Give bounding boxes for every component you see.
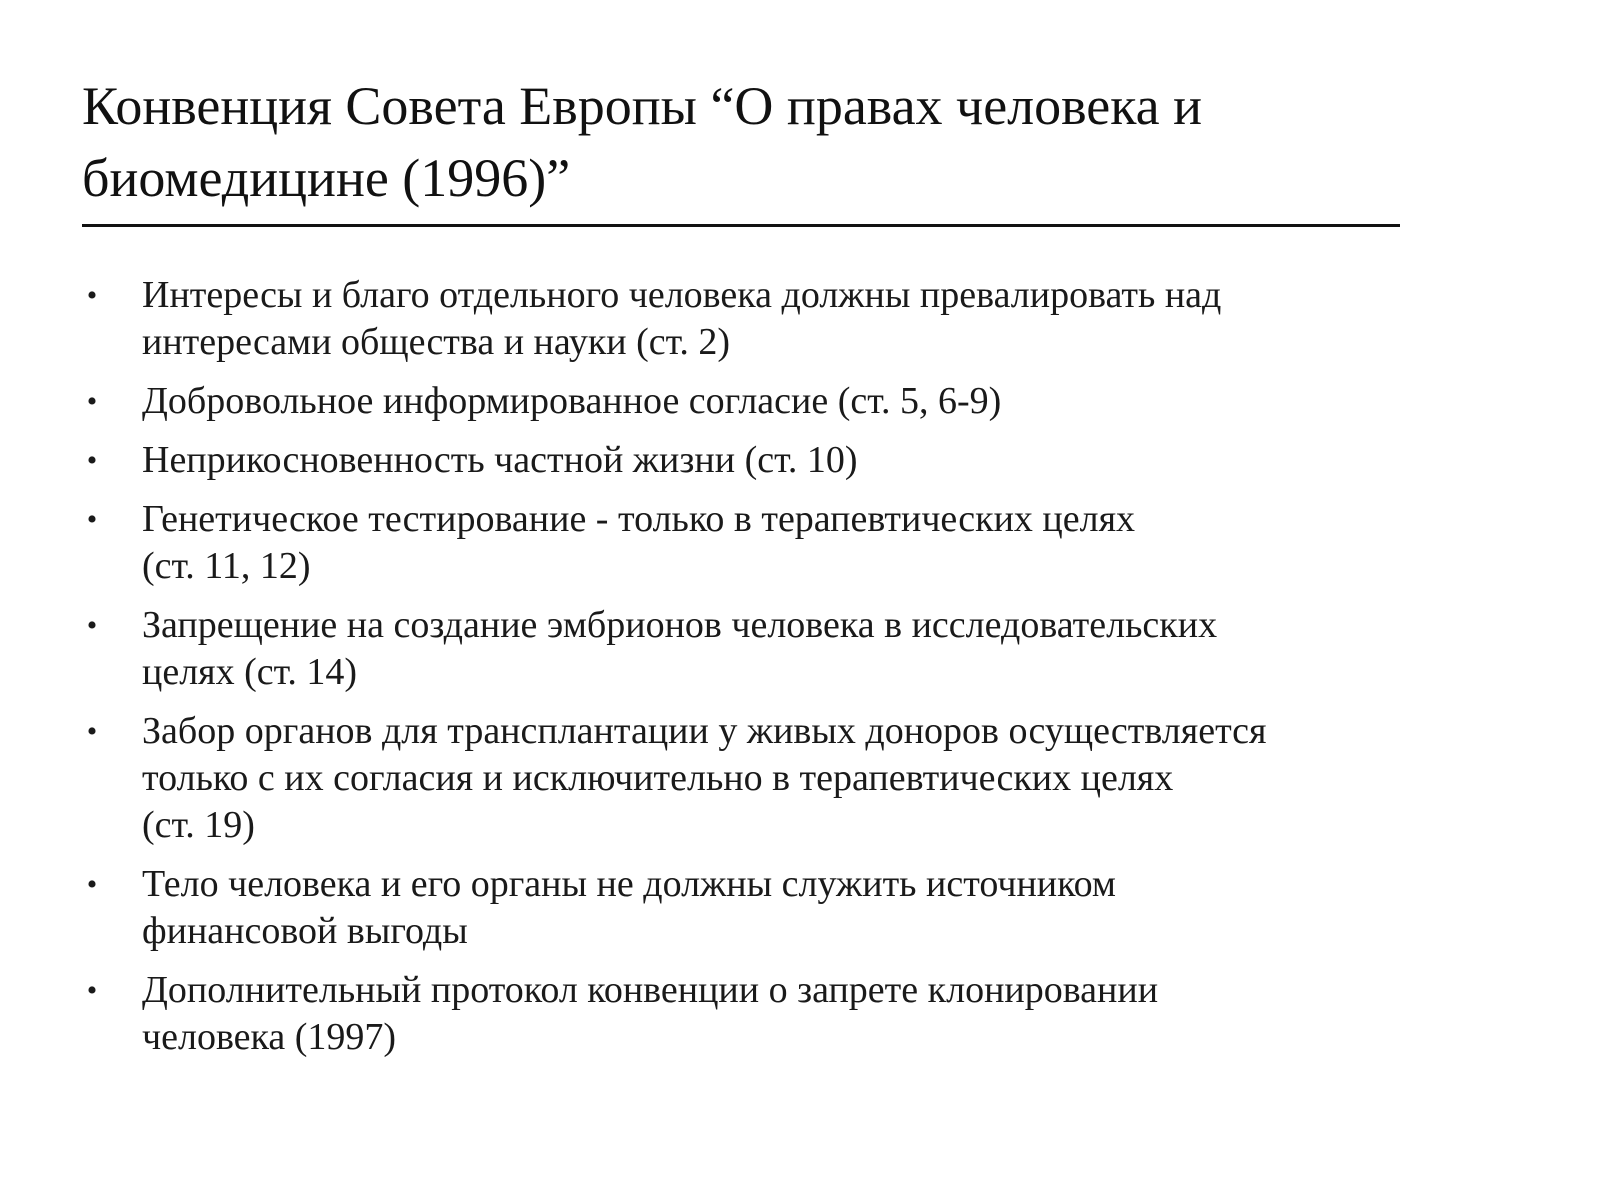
bullet-dot-icon: • [86,385,98,418]
bullet-item [82,708,1542,849]
bullet-dot-icon: • [86,279,98,312]
bullet-dot-icon: • [86,503,98,536]
bullet-text-line: целях (ст. 14) [142,651,358,693]
bullet-dot-icon: • [86,609,98,642]
bullet-dot-icon: • [86,444,98,477]
bullet-item [82,378,1542,425]
bullet-item [82,861,1542,955]
bullet-text-line: (ст. 11, 12) [142,545,311,587]
bullet-dot-icon: • [86,974,98,1007]
bullet-item [82,602,1542,696]
bullet-text-line: финансовой выгоды [142,910,468,952]
bullet-text-line: Тело человека и его органы не должны служить источником [142,863,1116,905]
bullet-text-line: Неприкосновенность частной жизни (ст. 10) [142,439,858,481]
slide-title-line: биомедицине (1996)” [82,148,571,208]
bullet-item [82,272,1542,366]
title-underline-divider [82,224,1400,227]
bullet-item [82,437,1542,484]
bullet-text-line: интересами общества и науки (ст. 2) [142,321,731,363]
bullet-item [82,967,1542,1061]
bullet-text-line: Добровольное информированное согласие (ст. 5, 6-9) [142,380,1002,422]
bullet-text-line: только с их согласия и исключительно в терапевтических целях [142,757,1174,799]
bullet-text-line: (ст. 19) [142,804,255,846]
bullet-text-line: Генетическое тестирование - только в терапевтических целях [142,498,1136,540]
bullet-dot-icon: • [86,868,98,901]
slide-title [82,70,1412,214]
bullet-dot-icon: • [86,715,98,748]
slide-title-line: Конвенция Совета Европы “О правах человека и [82,76,1203,136]
bullet-text-line: Запрещение на создание эмбрионов человека в исследовательских [142,604,1218,646]
bullet-item [82,496,1542,590]
bullet-text-line: Интересы и благо отдельного человека должны превалировать над [142,274,1222,316]
bullet-text-line: Дополнительный протокол конвенции о запрете клонировании [142,969,1159,1011]
bullet-text-line: Забор органов для трансплантации у живых доноров осуществляется [142,710,1267,752]
bullet-list [82,272,1542,1073]
bullet-text-line: человека (1997) [142,1016,397,1058]
slide-title-block [82,70,1412,214]
